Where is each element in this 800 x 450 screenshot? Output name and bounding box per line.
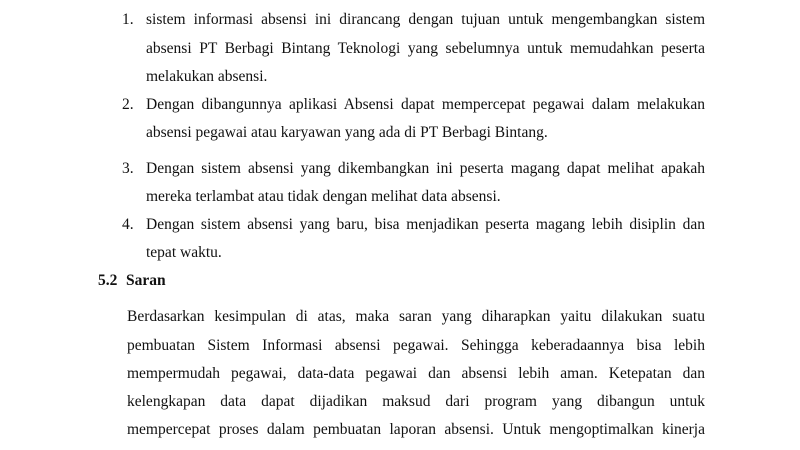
section-number: 5.2 xyxy=(98,272,118,289)
section-heading xyxy=(98,271,166,291)
list-number: 1. xyxy=(122,11,134,28)
list-item-line: mereka terlambat atau tidak dengan melihat data absensi. xyxy=(146,188,501,205)
paragraph-line: Berdasarkan kesimpulan di atas, maka saran yang diharapkan yaitu dilakukan suatu xyxy=(127,308,705,325)
list-item-line: tepat waktu. xyxy=(146,244,222,261)
paragraph-line: mempermudah pegawai, data-data pegawai dan absensi lebih aman. Ketepatan dan xyxy=(127,365,705,382)
list-number: 3. xyxy=(122,160,134,177)
list-item-line: sistem informasi absensi ini dirancang dengan tujuan untuk mengembangkan sistem xyxy=(146,11,705,28)
list-number: 2. xyxy=(122,96,134,113)
list-item-line: absensi pegawai atau karyawan yang ada di PT Berbagi Bintang. xyxy=(146,124,548,141)
paragraph-line: mempercepat proses dalam pembuatan laporan absensi. Untuk mengoptimalkan kinerja xyxy=(127,421,705,438)
list-item-line: melakukan absensi. xyxy=(146,68,268,85)
list-item-line: Dengan dibangunnya aplikasi Absensi dapat mempercepat pegawai dalam melakukan xyxy=(146,96,705,113)
list-item-line: Dengan sistem absensi yang dikembangkan ini peserta magang dapat melihat apakah xyxy=(146,160,705,177)
list-number: 4. xyxy=(122,216,134,233)
paragraph-line: pembuatan Sistem Informasi absensi pegawai. Sehingga keberadaannya bisa lebih xyxy=(127,337,705,354)
list-item-line: absensi PT Berbagi Bintang Teknologi yang sebelumnya untuk memudahkan peserta xyxy=(146,40,705,57)
paragraph-line: kelengkapan data dapat dijadikan maksud dari program yang dibangun untuk xyxy=(127,393,705,410)
list-item-line: Dengan sistem absensi yang baru, bisa menjadikan peserta magang lebih disiplin dan xyxy=(146,216,705,233)
section-title: Saran xyxy=(126,272,166,289)
